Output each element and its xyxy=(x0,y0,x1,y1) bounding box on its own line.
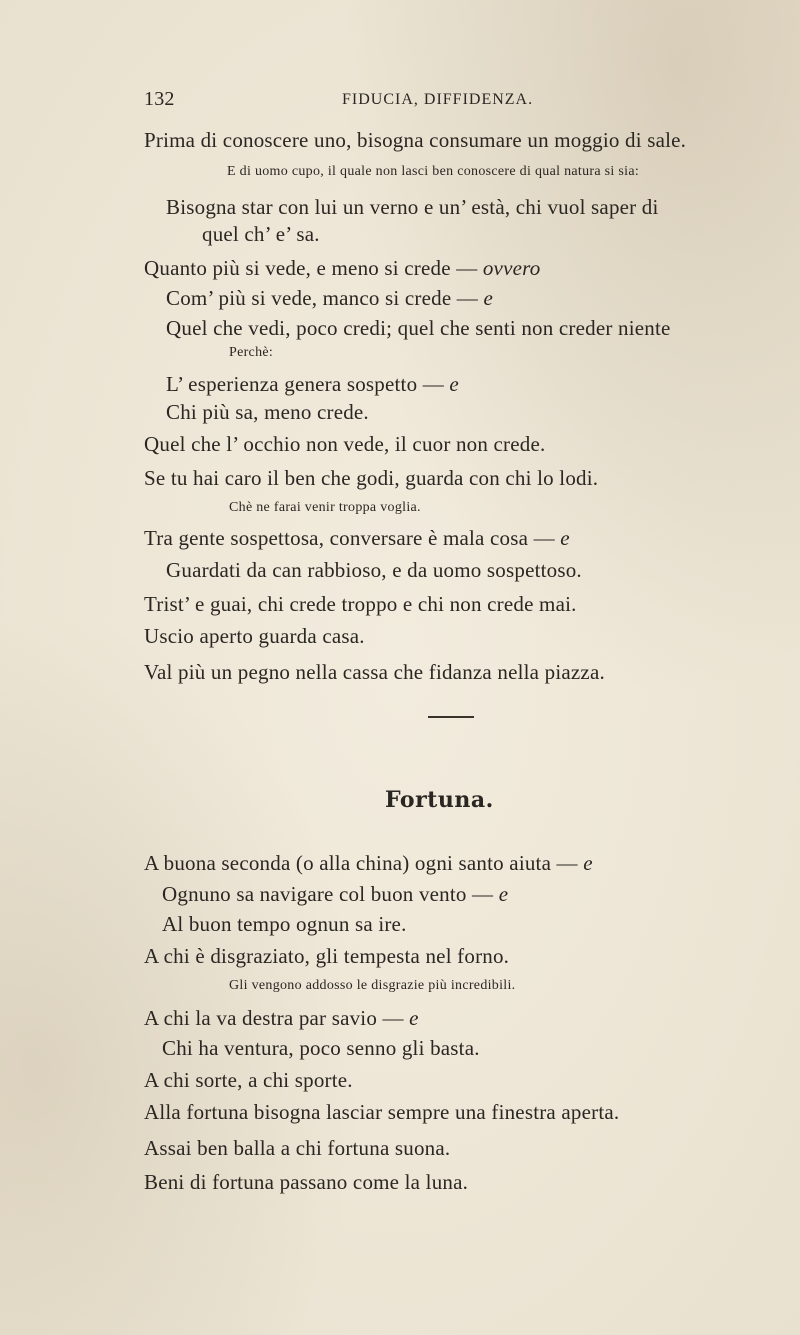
proverb-line: Trist’ e guai, chi crede troppo e chi non crede mai. xyxy=(144,592,577,616)
proverb-line: Al buon tempo ognun sa ire. xyxy=(162,912,407,936)
proverb-line: Quel che l’ occhio non vede, il cuor non crede. xyxy=(144,432,546,456)
proverb-line: Ognuno sa navigare col buon vento — e xyxy=(162,882,509,906)
proverb-line: L’ esperienza genera sospetto — e xyxy=(166,372,459,396)
proverb-line: A chi la va destra par savio — e xyxy=(144,1006,419,1030)
gloss-line: E di uomo cupo, il quale non lasci ben conoscere di qual natura si sia: xyxy=(227,164,640,179)
proverb-line: Chi ha ventura, poco senno gli basta. xyxy=(162,1036,480,1060)
section-divider xyxy=(428,716,474,718)
proverb-line: Guardati da can rabbioso, e da uomo sospettoso. xyxy=(166,558,582,582)
proverb-line: Tra gente sospettosa, conversare è mala cosa — e xyxy=(144,526,570,550)
proverb-line: Beni di fortuna passano come la luna. xyxy=(144,1170,469,1194)
proverb-line: Alla fortuna bisogna lasciar sempre una finestra aperta. xyxy=(144,1100,620,1124)
proverb-line: Prima di conoscere uno, bisogna consumare un moggio di sale. xyxy=(144,128,687,152)
proverb-line: A chi è disgraziato, gli tempesta nel forno. xyxy=(144,944,510,968)
gloss-line: Chè ne farai venir troppa voglia. xyxy=(229,500,421,515)
gloss-line: Gli vengono addosso le disgrazie più incredibili. xyxy=(229,978,516,993)
gloss-line: Perchè: xyxy=(229,345,274,360)
proverb-line: Com’ più si vede, manco si crede — e xyxy=(166,286,493,310)
proverb-line: A buona seconda (o alla china) ogni santo aiuta — e xyxy=(144,851,593,875)
proverb-line: Bisogna star con lui un verno e un’ està, chi vuol saper di xyxy=(166,195,659,219)
proverb-line: Assai ben balla a chi fortuna suona. xyxy=(144,1136,451,1160)
proverb-line: Chi più sa, meno crede. xyxy=(166,400,369,424)
proverb-line: Se tu hai caro il ben che godi, guarda con chi lo lodi. xyxy=(144,466,599,490)
page-number: 132 xyxy=(144,88,175,110)
proverb-line: A chi sorte, a chi sporte. xyxy=(144,1068,353,1092)
running-title: FIDUCIA, DIFFIDENZA. xyxy=(342,91,534,108)
proverb-line: Quel che vedi, poco credi; quel che senti non creder niente xyxy=(166,316,671,340)
proverb-line: quel ch’ e’ sa. xyxy=(202,222,320,246)
proverb-line: Uscio aperto guarda casa. xyxy=(144,624,365,648)
proverb-line: Quanto più si vede, e meno si crede — ovvero xyxy=(144,256,541,280)
section-title: Fortuna. xyxy=(385,787,494,813)
proverb-line: Val più un pegno nella cassa che fidanza nella piazza. xyxy=(144,660,605,684)
